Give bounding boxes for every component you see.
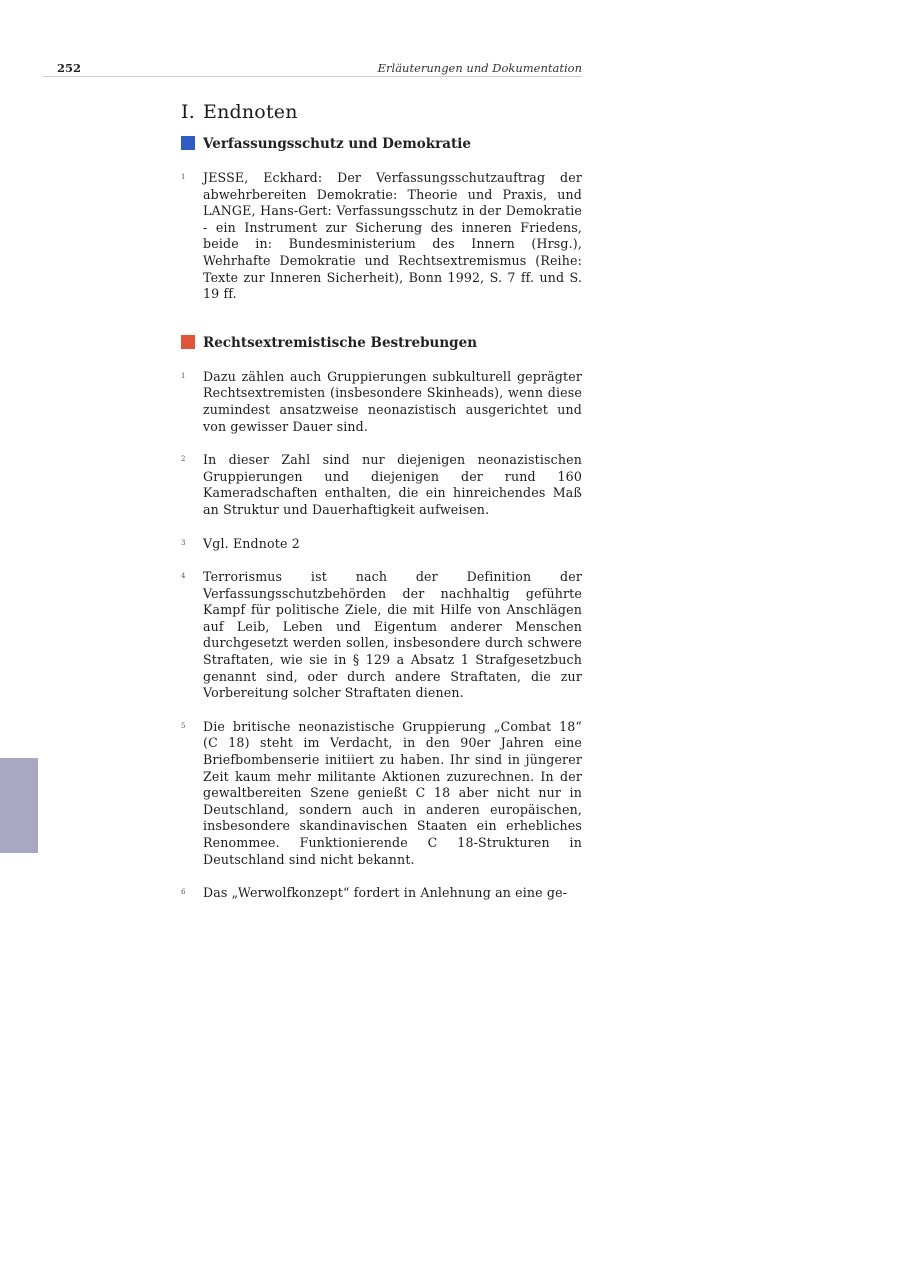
chapter-title-text: Endnoten bbox=[203, 101, 298, 123]
section-heading-verfassungsschutz bbox=[181, 135, 582, 153]
endnote-text: Vgl. Endnote 2 bbox=[203, 535, 300, 551]
endnote-text: Terrorismus ist nach der Definition der Verfassungsschutzbehörden der nachhaltig geführte Kampf für politische Ziele, die mit Hilfe von Anschlägen auf Leib, Leben und Eigentum anderer Menschen durchgesetzt werden sollen, insbesondere durch schwere Straftaten, wie sie in § 129 a Absatz 1 Strafgesetzbuch genannt sind, oder durch andere Straftaten, die zur Vorbereitung solcher Straftaten dienen. bbox=[203, 569, 582, 701]
section-title: Verfassungsschutz und Demokratie bbox=[203, 136, 471, 152]
endnote-marker: 5 bbox=[181, 721, 186, 730]
endnote-text: Das „Werwolfkonzept“ fordert in Anlehnung an eine ge- bbox=[203, 885, 568, 901]
blue-square-icon bbox=[181, 136, 195, 150]
endnote-marker: 1 bbox=[181, 371, 186, 380]
running-title: Erläuterungen und Dokumentation bbox=[377, 61, 582, 75]
endnote-marker: 2 bbox=[181, 455, 186, 464]
endnote-text: JESSE, Eckhard: Der Verfassungsschutzauftrag der abwehrbereiten Demokratie: Theorie und Praxis, und LANGE, Hans-Gert: Verfassungsschutz in der Demokratie - ein Instrument zur Sicherung des inneren Friedens, beide in: Bundesministerium des Innern (Hrsg.), Wehrhafte Demokratie und Rechtsextremismus (Reihe: Texte zur Inneren Sicherheit), Bonn 1992, S. 7 ff. und S. 19 ff. bbox=[203, 170, 582, 302]
endnote-item bbox=[181, 452, 582, 518]
endnote-item bbox=[181, 369, 582, 435]
endnotes-content bbox=[181, 100, 582, 902]
endnote-text: In dieser Zahl sind nur diejenigen neonazistischen Gruppierungen und diejenigen der rund 160 Kameradschaften enthalten, die ein hinreichendes Maß an Struktur und Dauerhaftigkeit aufweisen. bbox=[203, 452, 582, 517]
section-heading-rechtsextremismus bbox=[181, 334, 582, 352]
page-number: 252 bbox=[57, 61, 82, 75]
endnote-marker: 1 bbox=[181, 173, 186, 181]
endnote-item bbox=[181, 885, 582, 902]
running-header bbox=[43, 58, 582, 77]
chapter-side-tab bbox=[0, 758, 38, 853]
endnote-item bbox=[181, 536, 582, 553]
red-square-icon bbox=[181, 335, 195, 349]
endnote-marker: 3 bbox=[181, 538, 186, 547]
endnote-text: Die britische neonazistische Gruppierung „Combat 18“ (C 18) steht im Verdacht, in den 90er Jahren eine Briefbombenserie initiiert zu haben. Ihr sind in jüngerer Zeit kaum mehr militante Aktionen zuzurechnen. In der gewaltbereiten Szene genießt C 18 aber nicht nur in Deutschland, sondern auch in anderen europäischen, insbesondere skandinavischen Staaten ein erhebliches Renommee. Funktionierende C 18-Strukturen in Deutschland sind nicht bekannt. bbox=[203, 718, 582, 867]
section-title: Rechtsextremistische Bestrebungen bbox=[203, 334, 478, 351]
endnote-item bbox=[181, 170, 582, 303]
endnote-marker: 6 bbox=[181, 888, 186, 897]
endnote-text: Dazu zählen auch Gruppierungen subkulturell geprägter Rechtsextremisten (insbesondere Skinheads), wenn diese zumindest ansatzweise neonazistisch ausgerichtet und von gewisser Dauer sind. bbox=[203, 368, 582, 434]
chapter-title bbox=[181, 100, 582, 124]
chapter-number: I. bbox=[181, 101, 195, 123]
endnote-item bbox=[181, 569, 582, 702]
endnote-marker: 4 bbox=[181, 572, 186, 581]
endnote-item bbox=[181, 719, 582, 868]
